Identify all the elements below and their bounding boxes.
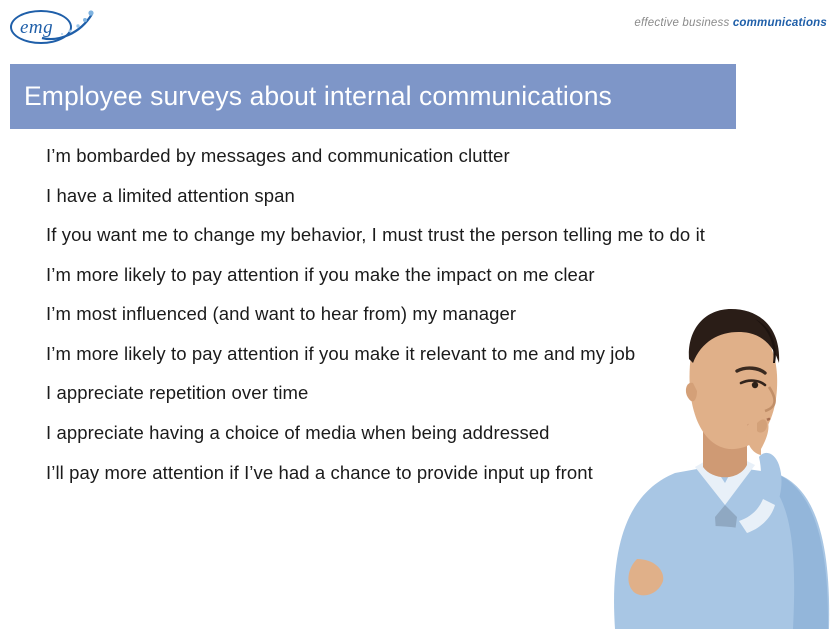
list-item: I’m most influenced (and want to hear from) my manager: [46, 303, 517, 325]
list-item: I’m more likely to pay attention if you make it relevant to me and my job: [46, 342, 636, 364]
list-item: I’ll pay more attention if I’ve had a chance to provide input up front: [46, 461, 593, 483]
list-item: I appreciate repetition over time: [46, 382, 309, 404]
emg-logo: [10, 8, 96, 50]
list-item: I appreciate having a choice of media when being addressed: [46, 421, 550, 443]
page-title: Employee surveys about internal communications: [24, 81, 612, 111]
tagline: [634, 17, 827, 29]
slide-title-bar: [10, 64, 736, 129]
tagline-accent: communications: [732, 17, 827, 29]
logo-swoosh-icon: [40, 8, 96, 48]
list-item: I’m bombarded by messages and communication clutter: [46, 145, 510, 166]
tagline-prefix: effective business: [634, 17, 733, 29]
logo-wordmark: emg: [20, 17, 54, 38]
thinking-businessman-photo: [579, 259, 839, 629]
list-item: If you want me to change my behavior, I must trust the person telling me to do it: [46, 224, 706, 246]
list-item: I have a limited attention span: [46, 184, 295, 206]
slide-header: [0, 0, 839, 58]
list-item: I’m more likely to pay attention if you make the impact on me clear: [46, 263, 595, 285]
